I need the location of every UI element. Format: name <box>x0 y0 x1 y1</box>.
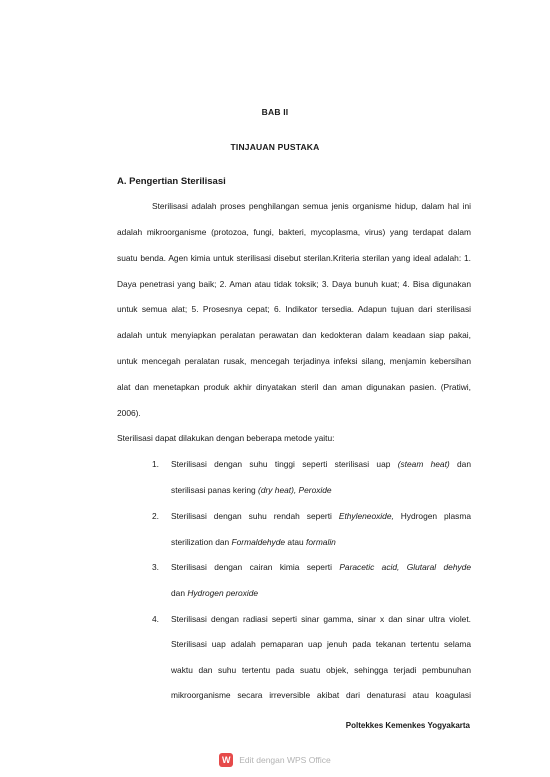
list-item-line: waktu dan suhu tertentu pada suatu objek, sehingga terjadi pembunuhan <box>171 665 471 675</box>
list-item-line: Sterilisasi dengan cairan kimia seperti Paracetic acid, Glutaral dehyde <box>171 562 471 572</box>
methods-intro: Sterilisasi dapat dilakukan dengan beberapa metode yaitu: <box>117 433 335 443</box>
list-number: 1. <box>152 459 159 469</box>
paragraph-line: Sterilisasi adalah proses penghilangan semua jenis organisme hidup, dalam hal ini <box>152 201 471 211</box>
list-item-line: sterilization dan Formaldehyde atau formalin <box>171 537 336 547</box>
paragraph-line: alat dan menetapkan produk akhir dinyatakan steril dan aman digunakan pasien. (Pratiwi, <box>117 382 471 392</box>
paragraph-line: 2006). <box>117 408 141 418</box>
wps-edit-banner[interactable] <box>0 747 550 773</box>
institution-footer: Poltekkes Kemenkes Yogyakarta <box>345 721 470 730</box>
paragraph-line: untuk mencegah peralatan rusak, mencegah terjadinya infeksi silang, menjamin kebersihan <box>117 356 471 366</box>
chapter-title: TINJAUAN PUSTAKA <box>230 142 320 152</box>
list-number: 2. <box>152 511 159 521</box>
list-item-line: Sterilisasi dengan radiasi seperti sinar gamma, sinar x dan sinar ultra violet. <box>171 614 471 624</box>
paragraph-line: untuk semua alat; 5. Prosesnya cepat; 6. Indikator tersedia. Adapun tujuan dari sterilisasi <box>117 304 471 314</box>
list-item-line: sterilisasi panas kering (dry heat), Peroxide <box>171 485 332 495</box>
list-item-line: Sterilisasi uap adalah pemaparan uap jenuh pada tekanan tertentu selama <box>171 639 471 649</box>
paragraph-line: Daya penetrasi yang baik; 2. Aman atau tidak toksik; 3. Daya bunuh kuat; 4. Bisa digunakan <box>117 279 471 289</box>
wps-logo-icon: W <box>219 753 233 767</box>
list-item-line: dan Hydrogen peroxide <box>171 588 259 598</box>
chapter-heading: BAB II <box>261 107 289 117</box>
list-number: 4. <box>152 614 159 624</box>
wps-edit-label[interactable]: Edit dengan WPS Office <box>239 755 331 765</box>
paragraph-line: adalah mikroorganisme (protozoa, fungi, bakteri, mycoplasma, virus) yang terdapat dalam <box>117 227 471 237</box>
list-item-line: Sterilisasi dengan suhu rendah seperti Ethyleneoxide, Hydrogen plasma <box>171 511 472 521</box>
section-title: A. Pengertian Sterilisasi <box>117 176 226 187</box>
list-number: 3. <box>152 562 159 572</box>
list-item-line: mikroorganisme secara irreversible akibat dari denaturasi atau koagulasi <box>171 690 471 700</box>
paragraph-line: suatu benda. Agen kimia untuk sterilisasi disebut sterilan.Kriteria sterilan yang ideal adalah: 1. <box>117 253 471 263</box>
paragraph-line: adalah untuk menyiapkan peralatan perawatan dan kedokteran dalam keadaan siap pakai, <box>117 330 471 340</box>
list-item-line: Sterilisasi dengan suhu tinggi seperti sterilisasi uap (steam heat) dan <box>171 459 471 469</box>
